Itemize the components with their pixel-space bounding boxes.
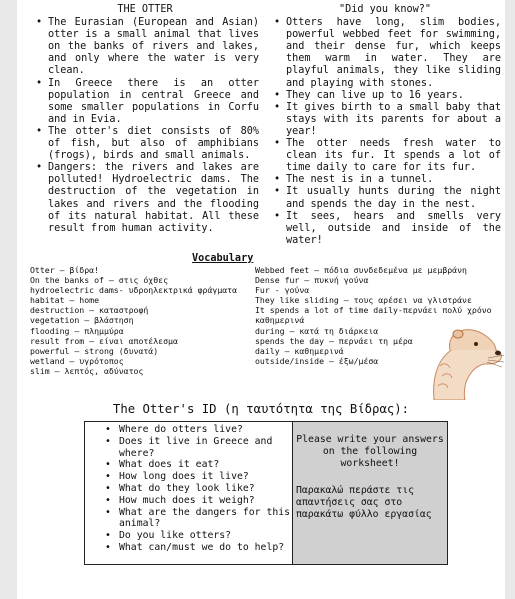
question-item: • What are the dangers for this animal? [85,507,292,531]
vocab-entry: result from – είναι αποτέλεσμα [30,335,178,346]
document-page [17,0,505,599]
vocab-entry: καθημερινά [255,315,305,326]
fact-item: • The Eurasian (European and Asian) otter is a small animal that lives on the banks of rivers and lakes, and only where the water is very clean. [31,17,259,77]
vocab-entry: outside/inside – έξω/μέσα [255,355,379,366]
fact-item: • The otter needs fresh water to clean its fur. It spends a lot of time daily to care for its fur. [269,138,501,174]
vocab-entry: during – κατά τη διάρκεια [255,325,379,336]
question-item: • What do they look like? [85,483,292,495]
vocabulary-list-left [30,265,237,376]
instruction-english: Please write your answers on the following worksheet! [296,434,444,469]
otter-id-title: The Otter's ID (η ταυτότητα της Βίδρας): [112,402,410,416]
question-item: • What does it eat? [85,459,292,471]
question-item: • How much does it weigh? [85,495,292,507]
questions-cell [85,422,293,564]
vocab-entry: destruction – καταστροφή [30,305,149,316]
fact-item: • Otters have long, slim bodies, powerful webbed feet for swimming, and their dense fur, which keeps them warm in water. They are playful animals, they like sliding and playing with stones. [269,17,501,90]
vocab-entry: They like sliding – τους αρέσει να γλιστράνε [255,295,472,306]
vocab-entry: powerful – strong (δυνατά) [30,345,159,356]
question-item: • Where do otters live? [85,424,292,436]
instructions-cell [293,422,447,564]
question-item: • Do you like otters? [85,530,292,542]
did-you-know-column [269,4,501,247]
vocab-entry: Dense fur – πυκνή γούνα [255,275,369,286]
vocab-entry: wetland – υγρότοπος [30,355,124,366]
question-item: • How long does it live? [85,471,292,483]
vocab-entry: Fur - γούνα [255,285,310,296]
vocab-entry: spends the day – περνάει τη μέρα [255,335,413,346]
vocab-entry: habitat – home [30,295,100,306]
vocab-entry: It spends a lot of time daily-περνάει πολύ χρόνο [255,305,492,316]
vocabulary-heading: Vocabulary [192,253,254,264]
fact-item: • They can live up to 16 years. [269,90,501,102]
fact-item: • In Greece there is an otter population in central Greece and some smaller populations in Corfu and in Evia. [31,78,259,126]
fact-item: • The nest is in a tunnel. [269,174,501,186]
did-you-know-title: "Did you know?" [338,4,431,15]
vocab-entry: slim – λεπτός, αδύνατος [30,365,144,376]
question-item: • What can/must we do to help? [85,542,292,554]
vocab-entry: On the banks of – στις όχθες [30,275,169,286]
question-item: • Does it live in Greece and where? [85,436,292,460]
vocab-entry: Webbed feet – πόδια συνδεδεμένα με μεμβράνη [255,265,467,275]
vocab-entry: Otter – βίδρα! [30,265,100,275]
vocab-entry: hydroelectric dams- υδροηλεκτρικά φράγματα [30,285,238,296]
instruction-greek: Παρακαλώ περάστε τις απαντήσεις σας στο παρακάτω φύλλο εργασίας [296,485,432,520]
otter-facts-column [31,4,259,235]
otter-illustration-icon [404,306,505,400]
fact-item: • It gives birth to a small baby that stays with its parents for about a year! [269,102,501,138]
fact-item: • The otter's diet consists of 80% of fish, but also of amphibians (frogs), birds and small animals. [31,126,259,162]
vocab-entry: daily – καθημερινά [255,345,344,356]
fact-item: • It sees, hears and smells very well, outside and inside of the water! [269,211,501,247]
fact-item: • It usually hunts during the night and spends the day in the nest. [269,186,501,210]
fact-item: • Dangers: the rivers and lakes are polluted! Hydroelectric dams. The destruction of the vegetation in lakes and rivers and the flooding of its natural habitat. All these result from human activity. [31,162,259,235]
otter-title: THE OTTER [117,4,173,15]
vocab-entry: flooding – πλημμύρα [30,325,124,336]
vocab-entry: vegetation – βλάστηση [30,315,134,326]
otter-id-table [84,421,448,565]
